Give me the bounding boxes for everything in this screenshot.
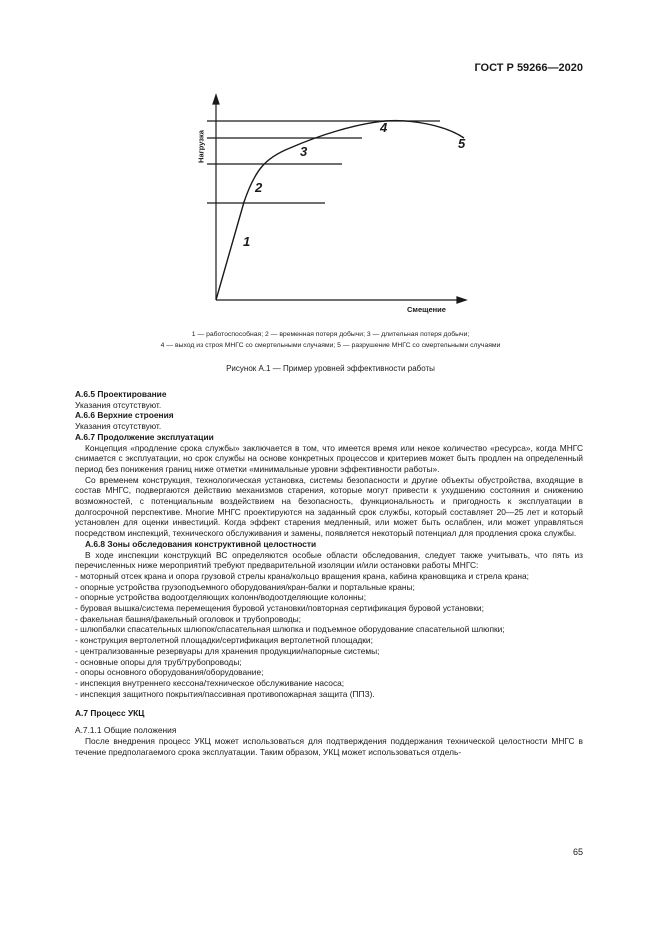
list-item: - централизованные резервуары для хранения продукции/напорные системы;	[75, 645, 380, 656]
paragraph: После внедрения процесс УКЦ может использоваться для подтверждения поддержания технической целостности МНГС в течение предполагаемого срока эксплуатации. Таким образом, УКЦ может использоваться отдель-	[75, 735, 583, 757]
performance-curve	[216, 121, 464, 300]
figure-caption: Рисунок А.1 — Пример уровней эффективности работы	[226, 364, 435, 373]
list-item: - шлюпбалки спасательных шлюпок/спасательная шлюпка и подъемное оборудование спасательной шлюпки;	[75, 624, 505, 635]
point-label-4: 4	[380, 120, 388, 135]
point-label-3: 3	[300, 144, 308, 159]
page-number: 65	[572, 847, 583, 857]
list-item: - инспекция защитного покрытия/пассивная противопожарная защита (ППЗ).	[75, 688, 375, 699]
x-axis-label: Смещение	[407, 305, 446, 314]
list-item: - инспекция внутреннего кессона/техническое обслуживание насоса;	[75, 677, 345, 688]
list-item: - опорные устройства водоотделяющих колонн/водоотделяющие колонны;	[75, 592, 367, 603]
paragraph: Концепция «продление срока службы» заключается в том, что имеется время или некое количество «ресурса», когда МНГС снимается с эксплуатации, но срок службы на основе конкретных процессов и критериев может быть продлен на определенный период без понижения границ ниже отметки «минимальные уровни эффективности работы».	[75, 442, 583, 474]
y-axis-label: Нагрузка	[196, 130, 206, 163]
performance-figure	[0, 0, 661, 360]
list-item: - опоры основного оборудования/оборудование;	[75, 667, 264, 678]
section-heading: А.6.6 Верхние строения	[75, 410, 174, 421]
list-item: - моторный отсек крана и опора грузовой стрелы крана/кольцо вращения крана, кабина крановщика и стрела крана;	[75, 570, 530, 581]
figure-legend-line-1: 1 — работоспособная; 2 — временная потеря добычи; 3 — длительная потеря добычи;	[191, 331, 470, 338]
list-item: - буровая вышка/система перемещения буровой установки/повторная сертификация буровой установки;	[75, 603, 484, 614]
document-code: ГОСТ Р 59266—2020	[474, 62, 583, 74]
list-item: - конструкция вертолетной площадки/сертификация вертолетной площадки;	[75, 635, 373, 646]
figure-legend-line-2: 4 — выход из строя МНГС со смертельными случаями; 5 — разрушение МНГС со смертельными случаями	[160, 342, 501, 349]
subsection-heading: А.7.1.1 Общие положения	[75, 725, 177, 736]
paragraph: Указания отсутствуют.	[75, 421, 162, 432]
list-item: - основные опоры для труб/трубопроводы;	[75, 656, 242, 667]
section-heading: А.7 Процесс УКЦ	[75, 708, 145, 719]
point-label-2: 2	[255, 180, 263, 195]
document-body	[75, 389, 583, 757]
list-item: - опорные устройства грузоподъемного оборудования/кран-балки и портальные краны;	[75, 581, 415, 592]
list-item: - факельная башня/факельный оголовок и трубопроводы;	[75, 613, 301, 624]
paragraph: Со временем конструкция, технологическая установка, системы безопасности и другие объекты обустройства, входящие в состав МНГС, подвергаются действию механизмов старения, которые могут привести к ухудшению состояния и снижению возможностей, с потенциальным воздействием на безопасность, функциональность и пригодность к эксплуатации в долгосрочной перспективе. Многие МНГС проектируются на заданный срок службы, который составляет 20—25 лет и который установлен для оценки инвестиций. Когда эффект старения медленный, или может быть ослаблен, или может управляться посредством инспекций, технического обслуживания и замены, появляется некоторый потенциал для продления срока службы.	[75, 474, 583, 539]
paragraph: Указания отсутствуют.	[75, 399, 162, 410]
section-heading: А.6.8 Зоны обследования конструктивной целостности	[85, 538, 317, 549]
section-heading: А.6.5 Проектирование	[75, 389, 167, 399]
paragraph: В ходе инспекции конструкций ВС определяются особые области обследования, следует также учитывать, что пять из перечисленных ниже мероприятий требуют предварительной изоляции и/или остановки работы МНГС:	[75, 549, 583, 571]
section-heading: А.6.7 Продолжение эксплуатации	[75, 431, 214, 442]
point-label-1: 1	[243, 234, 251, 249]
point-label-5: 5	[458, 136, 466, 151]
